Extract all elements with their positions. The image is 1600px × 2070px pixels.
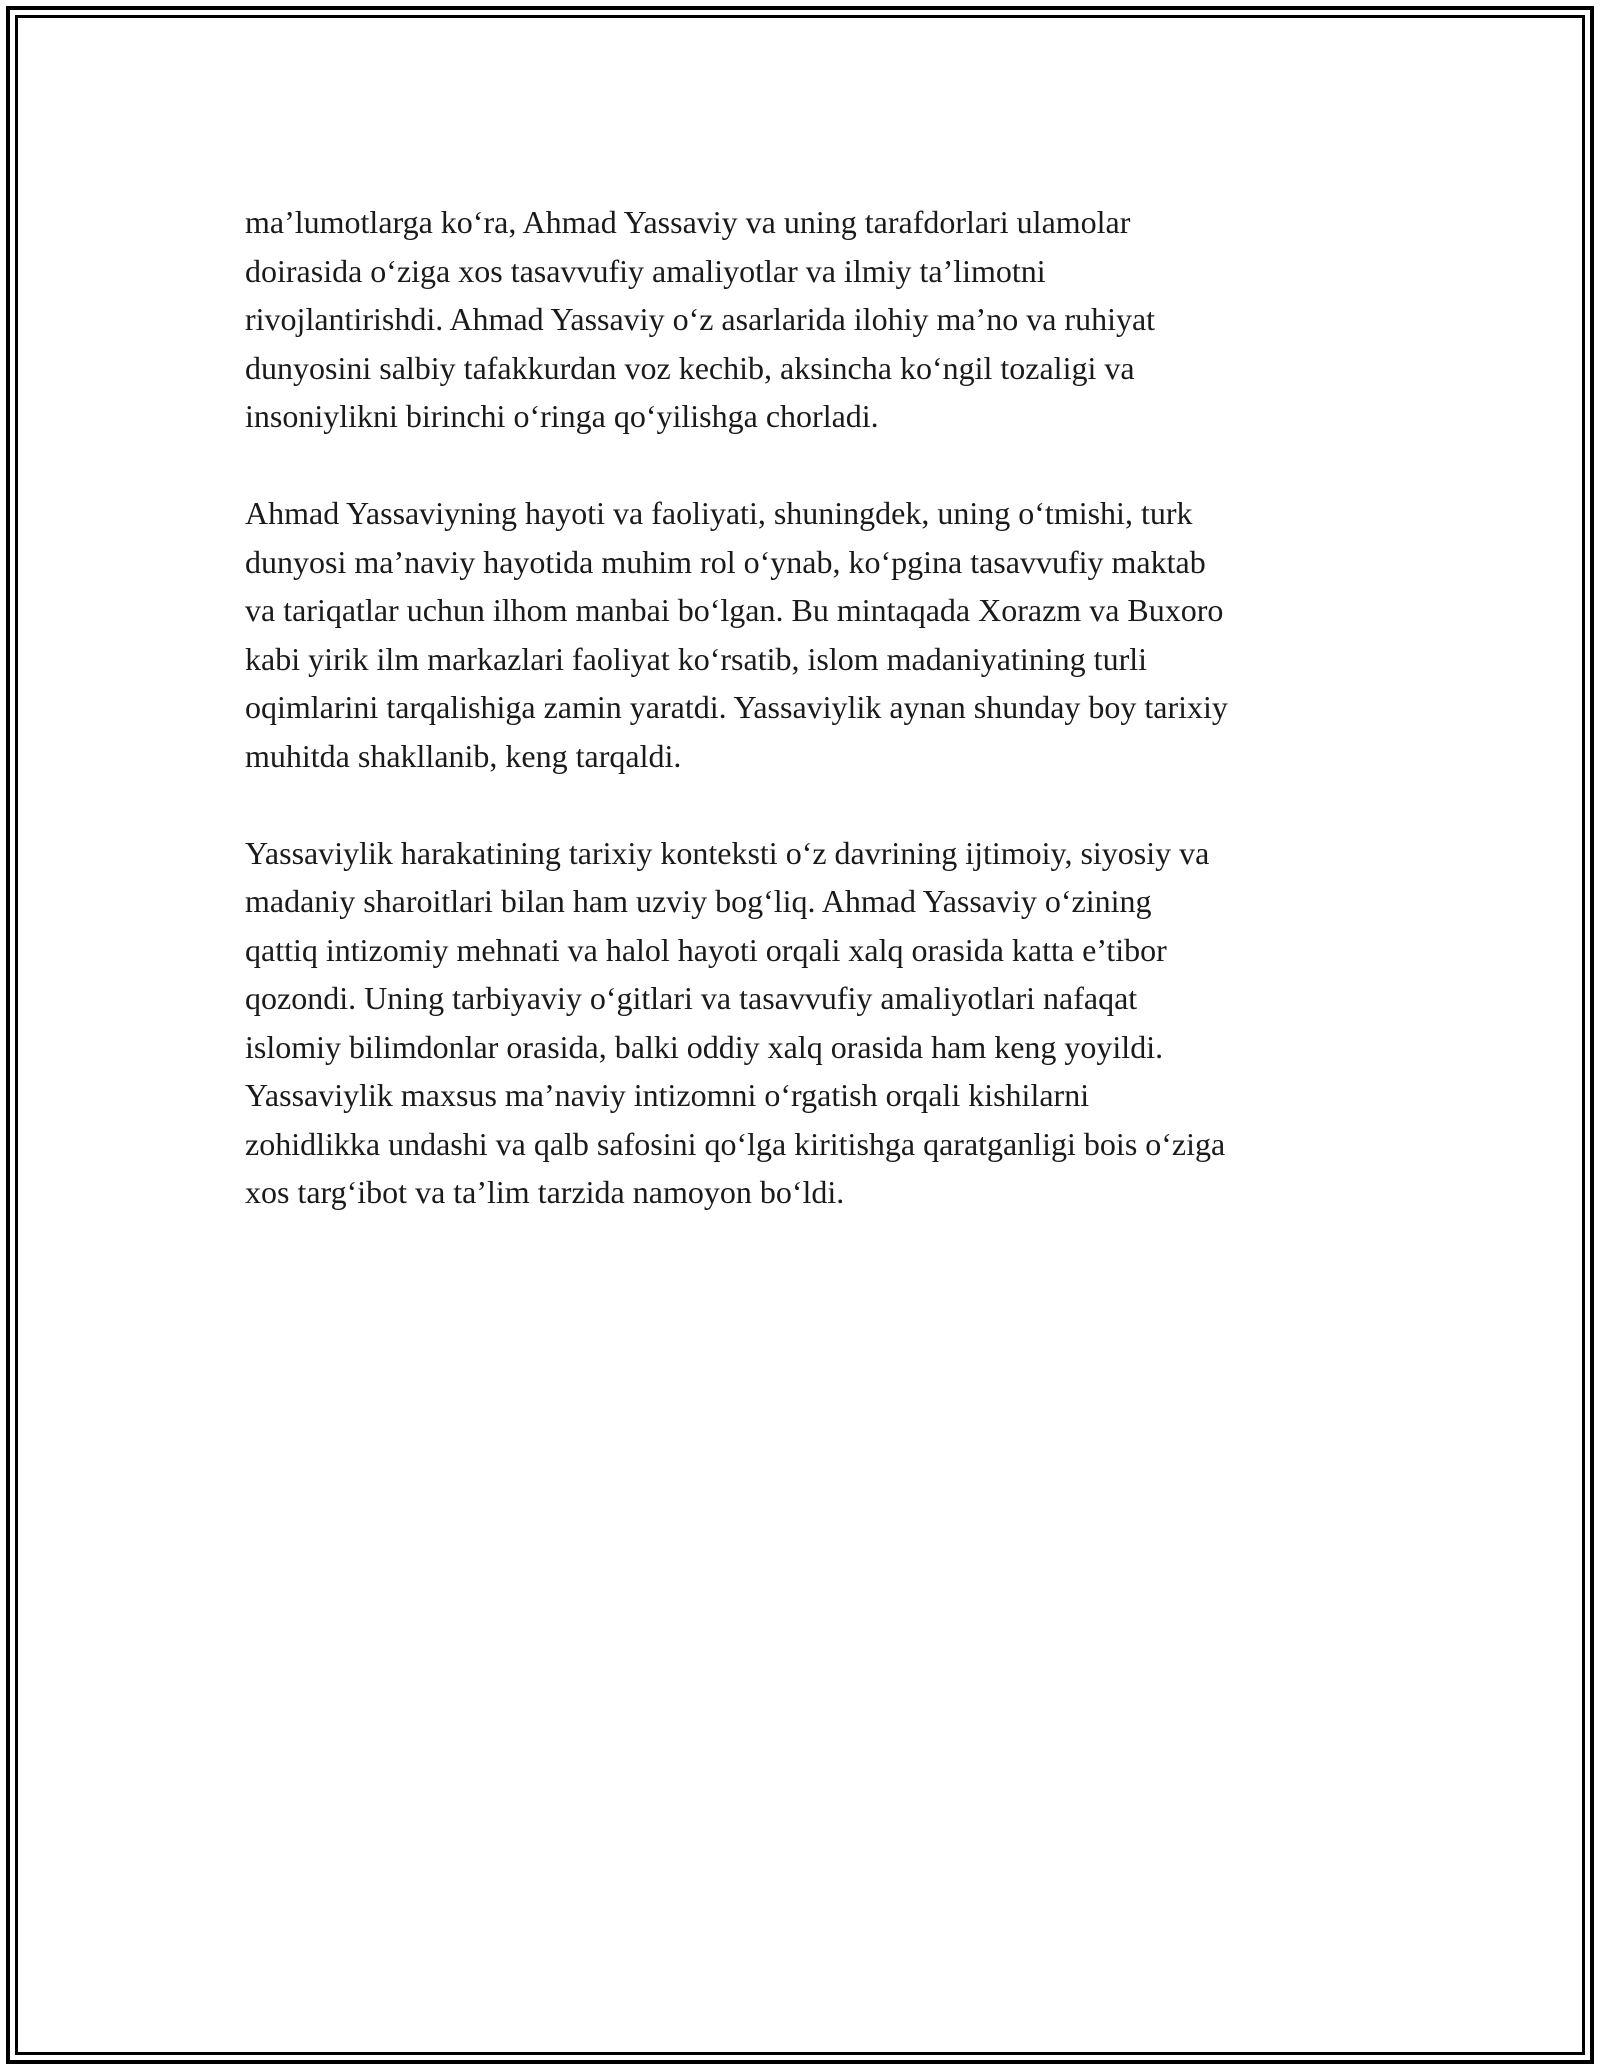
paragraph-line: kabi yirik ilm markazlari faoliyat ko‘rsatib, islom madaniyatining turli [245, 640, 1147, 677]
paragraph-line: muhitda shakllanib, keng tarqaldi. [245, 737, 682, 774]
paragraph-line: dunyosini salbiy tafakkurdan voz kechib, aksincha ko‘ngil tozaligi va [245, 349, 1135, 386]
paragraph-line: ma’lumotlarga ko‘ra, Ahmad Yassaviy va uning tarafdorlari ulamolar [245, 204, 1131, 240]
paragraph-line: xos targ‘ibot va ta’lim tarzida namoyon bo‘ldi. [245, 1174, 845, 1210]
paragraph-1 [245, 198, 1395, 441]
paragraph-line: doirasida o‘ziga xos tasavvufiy amaliyotlar va ilmiy ta’limotni [245, 252, 1046, 289]
paragraph-line: zohidlikka undashi va qalb safosini qo‘lga kiritishga qaratganligi bois o‘ziga [245, 1125, 1226, 1162]
paragraph-line: Yassaviylik maxsus ma’naviy intizomni o‘rgatish orqali kishilarni [245, 1077, 1090, 1113]
paragraph-line: Ahmad Yassaviyning hayoti va faoliyati, shuningdek, uning o‘tmishi, turk [245, 495, 1193, 531]
document-body [245, 198, 1395, 1265]
paragraph-line: insoniylikni birinchi o‘ringa qo‘yilishga chorladi. [245, 398, 879, 434]
paragraph-line: islomiy bilimdonlar orasida, balki oddiy xalq orasida ham keng yoyildi. [245, 1028, 1164, 1065]
paragraph-line: va tariqatlar uchun ilhom manbai bo‘lgan. Bu mintaqada Xorazm va Buxoro [245, 592, 1224, 628]
paragraph-line: dunyosi ma’naviy hayotida muhim rol o‘ynab, ko‘pgina tasavvufiy maktab [245, 543, 1206, 580]
paragraph-line: qattiq intizomiy mehnati va halol hayoti orqali xalq orasida katta e’tibor [245, 931, 1167, 968]
paragraph-2 [245, 489, 1395, 780]
paragraph-line: qozondi. Uning tarbiyaviy o‘gitlari va tasavvufiy amaliyotlari nafaqat [245, 980, 1138, 1016]
paragraph-line: madaniy sharoitlari bilan ham uzviy bog‘liq. Ahmad Yassaviy o‘zining [245, 883, 1152, 919]
page-border [6, 6, 1594, 2064]
paragraph-line: oqimlarini tarqalishiga zamin yaratdi. Yassaviylik aynan shunday boy tarixiy [245, 689, 1228, 725]
paragraph-line: rivojlantirishdi. Ahmad Yassaviy o‘z asarlarida ilohiy ma’no va ruhiyat [245, 301, 1156, 337]
paragraph-line: Yassaviylik harakatining tarixiy konteksti o‘z davrining ijtimoiy, siyosiy va [245, 834, 1210, 871]
paragraph-3 [245, 829, 1395, 1217]
